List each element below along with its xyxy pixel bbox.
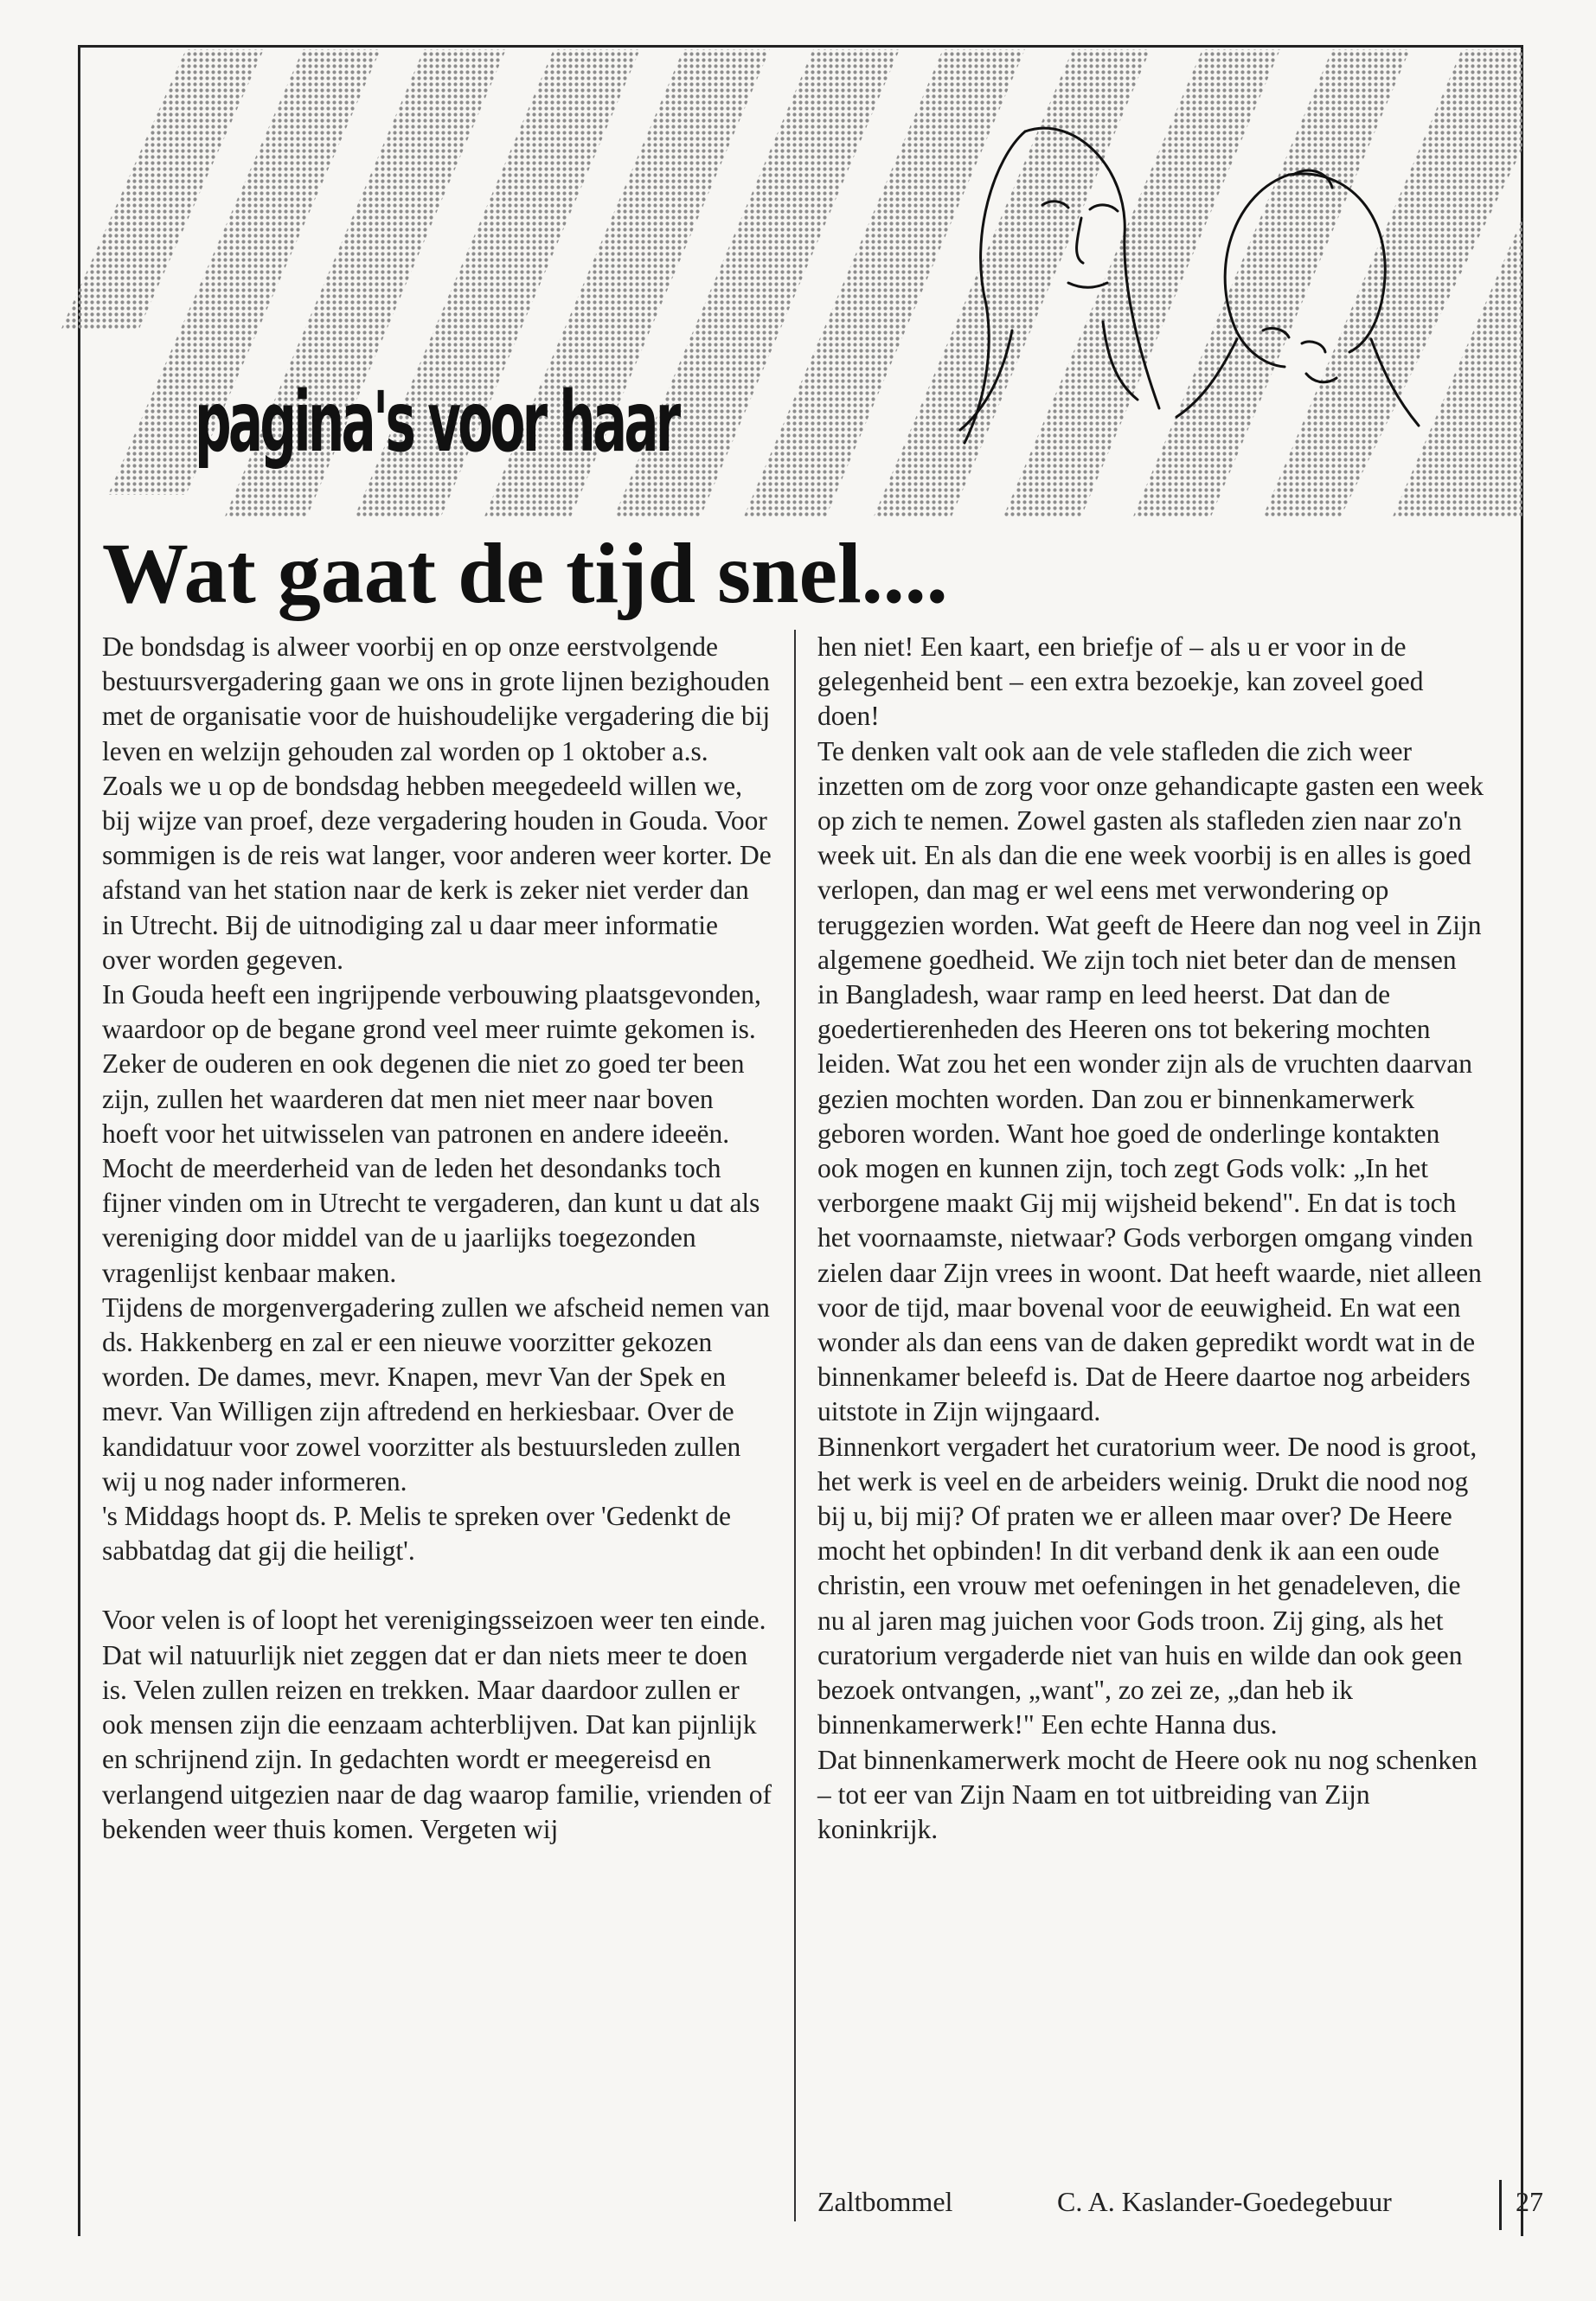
paragraph: Mocht de meerderheid van de leden het desondanks toch fijner vinden om in Utrecht te vergaderen, dan kunt u dat als vereniging door middel van de u jaarlijks toegezonden vragenlijst kenbaar maken. (102, 1153, 760, 1288)
paragraph: Dat binnenkamerwerk mocht de Heere ook nu nog schenken – tot eer van Zijn Naam en tot uitbreiding van Zijn koninkrijk. (817, 1744, 1477, 1844)
paragraph: De bondsdag is alweer voorbij en op onze eerstvolgende bestuursvergadering gaan we ons in grote lijnen bezighouden met de organisatie voor de huishoudelijke vergadering die bij leven en welzijn gehouden zal worden op 1 oktober a.s. (102, 631, 771, 766)
paragraph: 's Middags hoopt ds. P. Melis te spreken over 'Gedenkt de sabbatdag dat gij die heiligt'. (102, 1501, 732, 1567)
paragraph: hen niet! Een kaart, een briefje of – als u er voor in de gelegenheid bent – een extra bezoekje, kan zoveel goed doen! (817, 631, 1424, 732)
page-number: 27 (1516, 2186, 1543, 2217)
paragraph: Voor velen is of loopt het verenigingsseizoen weer ten einde. Dat wil natuurlijk niet zeggen dat er dan niets meer te doen is. Velen zullen reizen en trekken. Maar daardoor zullen er ook mensen zijn die eenzaam achterblijven. Dat kan pijnlijk en schrijnend zijn. In gedachten wordt er meegereisd en verlangend uitgezien naar de dag waarop familie, vrienden of bekenden weer thuis komen. Vergeten wij (102, 1605, 772, 1844)
author-name: C. A. Kaslander-Goedegebuur (1057, 2186, 1392, 2217)
right-column (817, 630, 1484, 1847)
article-headline: Wat gaat de tijd snel.... (102, 525, 948, 621)
page-number-rule (1499, 2180, 1502, 2230)
left-column (102, 630, 772, 1847)
header-illustration (35, 45, 1522, 529)
paragraph: Te denken valt ook aan de vele stafleden die zich weer inzetten om de zorg voor onze gehandicapte gasten een week op zich te nemen. Zowel gasten als stafleden zien naar zo'n week uit. En als dan die ene week voorbij is en alles is goed verlopen, dan mag er wel eens met verwondering op teruggezien worden. Wat geeft de Heere dan nog veel in Zijn algemene goedheid. We zijn toch niet beter dan de mensen in Bangladesh, waar ramp en leed heerst. Dat dan de goedertierenheden des Heeren ons tot bekering mochten leiden. Wat zou het een wonder zijn als de vruchten daarvan gezien mochten worden. Dan zou er binnenkamerwerk geboren worden. Want hoe goed de onderlinge kontakten ook mogen en kunnen zijn, toch zegt Gods volk: „In het verborgene maakt Gij mij wijsheid bekend". En dat is toch het voornaamste, nietwaar? Gods verborgen omgang vinden zielen daar Zijn vrees in woont. Dat heeft waarde, niet alleen voor de tijd, maar bovenal voor de eeuwigheid. En wat een wonder als dan eens van de daken gepredikt wordt wat in de binnenkamer beleefd is. Dat de Heere daartoe nog arbeiders uitstote in Zijn wijngaard. (817, 735, 1484, 1427)
paragraph: Tijdens de morgenvergadering zullen we afscheid nemen van ds. Hakkenberg en zal er een nieuwe voorzitter gekozen worden. De dames, mevr. Knapen, mevr Van der Spek en mevr. Van Willigen zijn aftredend en herkiesbaar. Over de kandidatuur voor zowel voorzitter als bestuursleden zullen wij u nog nader informeren. (102, 1292, 770, 1497)
paragraph: Binnenkort vergadert het curatorium weer. De nood is groot, het werk is veel en de arbeiders weinig. Drukt die nood nog bij u, bij mij? Of praten we er alleen maar over? De Heere mocht het opbinden! In dit verband denk ik aan een oude christin, een vrouw met oefeningen in het genadeleven, die nu al jaren mag juichen voor Gods troon. Zij ging, als het curatorium vergaderde niet van huis en wilde dan ook geen bezoek ontvangen, „want", zo zei ze, „dan heb ik binnenkamerwerk!" Een echte Hanna dus. (817, 1431, 1477, 1740)
paragraph: In Gouda heeft een ingrijpende verbouwing plaatsgevonden, waardoor op de begane grond veel meer ruimte gekomen is. Zeker de ouderen en ook degenen die niet zo goed ter been zijn, zullen het waarderen dat men niet meer naar boven hoeft voor het uitwisselen van patronen en andere ideeën. (102, 979, 761, 1149)
column-divider (794, 630, 796, 2221)
author-place: Zaltbommel (817, 2186, 953, 2217)
section-title: pagina's voor haar (195, 374, 678, 471)
paragraph: Zoals we u op de bondsdag hebben meegedeeld willen we, bij wijze van proef, deze vergadering houden in Gouda. Voor sommigen is de reis wat langer, voor anderen weer korter. De afstand van het station naar de kerk is zeker niet verder dan in Utrecht. Bij de uitnodiging zal u daar meer informatie over worden gegeven. (102, 770, 772, 975)
